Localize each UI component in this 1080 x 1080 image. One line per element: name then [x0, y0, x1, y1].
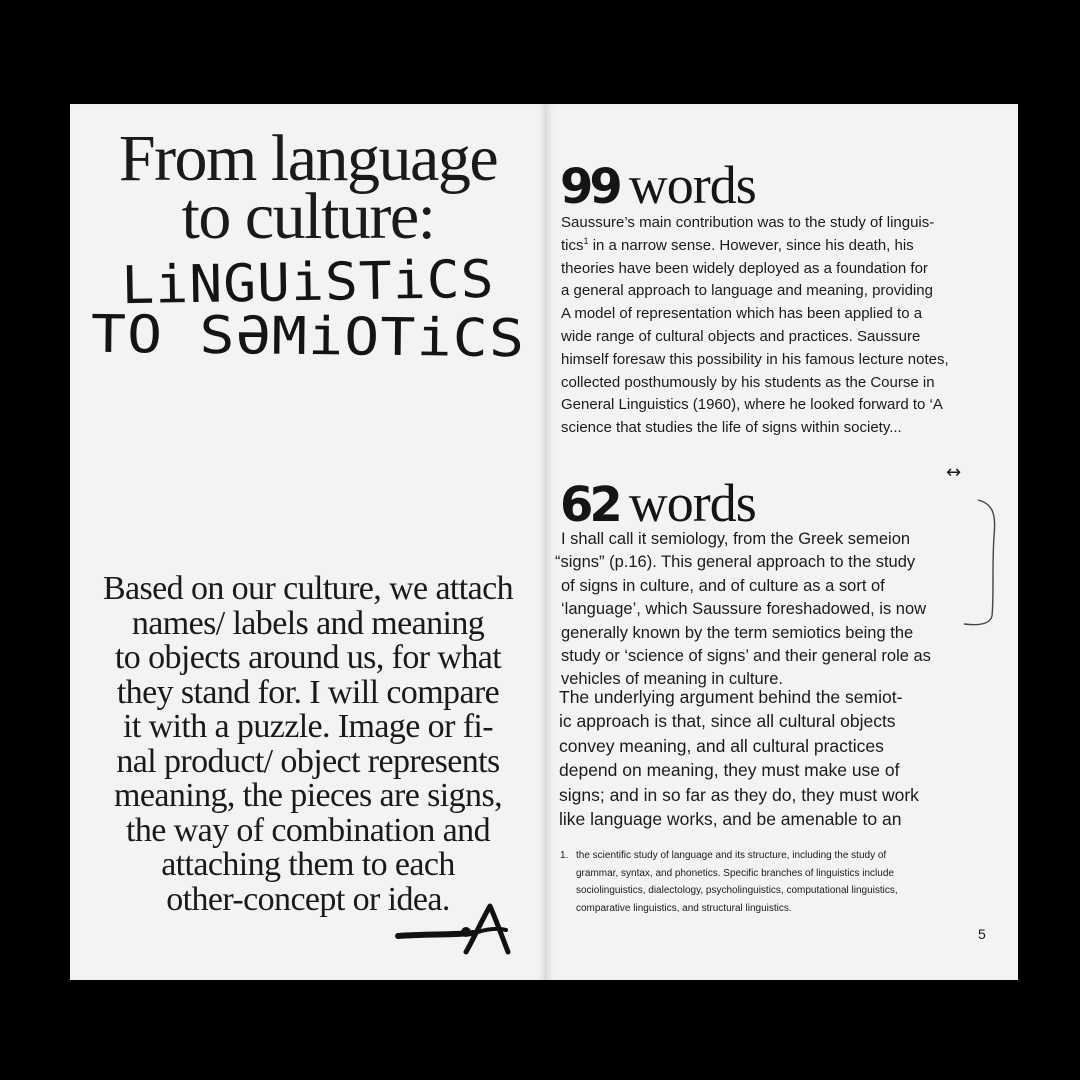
page-number: 5 — [978, 926, 986, 942]
paragraph-line: ‘language’, which Saussure foreshadowed, is now — [561, 600, 927, 619]
signature-mark — [394, 898, 514, 958]
paragraph-line: vehicles of meaning in culture. — [561, 670, 783, 689]
left-body-line: Based on our culture, we attach — [102, 570, 514, 607]
paragraph-line: science that studies the life of signs within society... — [561, 419, 902, 437]
line-rest: in a narrow sense. However, since his death, his — [592, 236, 914, 254]
paragraph-line: theories have been widely deployed as a foundation for — [561, 259, 928, 277]
word-count-label: words — [628, 155, 756, 215]
paragraph-line: ic approach is that, since all cultural objects — [559, 711, 896, 732]
left-body-line: it with a puzzle. Image or fi- — [122, 708, 493, 745]
section-1-text — [561, 212, 949, 440]
left-body-line: nal product/ object represents — [116, 742, 500, 780]
paragraph-line: of signs in culture, and of culture as a sort of — [561, 576, 885, 595]
paragraph-line: Saussure’s main contribution was to the study of linguis- — [561, 214, 935, 231]
left-body-text — [70, 572, 546, 917]
paragraph-line: a general approach to language and meaning, providing — [561, 282, 933, 300]
paragraph-line: like language works, and be amenable to an — [559, 809, 902, 830]
left-body-line: the way of combination and — [126, 811, 490, 849]
left-body-line: attaching them to each — [161, 846, 455, 883]
paragraph-line — [561, 235, 949, 258]
footnote-number: 1. — [560, 850, 569, 861]
double-arrow-icon: ↔ — [946, 462, 962, 483]
paragraph-line: signs; and in so far as they do, they must work — [559, 784, 919, 805]
page-title — [70, 122, 546, 253]
footnote-ref: 1 — [583, 235, 589, 246]
handwritten-subtitle — [75, 249, 541, 370]
paragraph-line: collected posthumously by his students as the Course in — [561, 373, 935, 391]
footnote-line: comparative linguistics, and structural linguistics. — [576, 902, 792, 914]
paragraph-line: A model of representation which has been applied to a — [561, 305, 923, 323]
paragraph-line: I shall call it semiology, from the Greek semeion — [561, 530, 911, 548]
section-2-text — [555, 528, 931, 692]
word-count-label: words — [628, 473, 756, 533]
footnote-text — [576, 847, 898, 917]
word-count-number: 99 — [560, 159, 619, 215]
section-2-continuation — [559, 685, 919, 831]
left-body-line: meaning, the pieces are signs, — [114, 777, 502, 814]
line-prefix: tics — [561, 236, 584, 254]
title-line-1: From language — [118, 122, 498, 195]
handwritten-line-1: LiNGUiSTiCS — [120, 249, 496, 317]
paragraph-line: The underlying argument behind the semiot- — [559, 687, 903, 707]
section-heading-99-words — [560, 155, 756, 215]
handwritten-line-2: TO SƏMiOTiCS — [90, 304, 526, 370]
left-body-line: names/ labels and meaning — [131, 604, 485, 642]
footnote-line: sociolinguistics, dialectology, psycholinguistics, computational linguistics, — [576, 885, 898, 896]
paragraph-line: “signs” (p.16). This general approach to the study — [555, 553, 916, 572]
paragraph-line: study or ‘science of signs’ and their general role as — [561, 647, 931, 666]
paragraph-line: General Linguistics (1960), where he looked forward to ‘A — [561, 396, 943, 414]
footnote-line: grammar, syntax, and phonetics. Specific branches of linguistics include — [576, 867, 894, 879]
footnote-line: the scientific study of language and its structure, including the study of — [576, 850, 887, 861]
section-heading-62-words — [560, 473, 756, 533]
left-body-line: they stand for. I will compare — [116, 673, 500, 711]
paragraph-line: generally known by the term semiotics being the — [561, 623, 914, 642]
paragraph-line: convey meaning, and all cultural practices — [559, 735, 884, 756]
paragraph-line: himself foresaw this possibility in his famous lecture notes, — [561, 350, 949, 368]
word-count-number: 62 — [560, 477, 619, 533]
left-body-line: other-concept or idea. — [166, 880, 450, 918]
left-body-line: to objects around us, for what — [114, 639, 502, 676]
title-line-2: to culture: — [181, 180, 435, 253]
handwritten-bracket — [960, 496, 1000, 630]
paragraph-line: depend on meaning, they must make use of — [559, 760, 900, 781]
paragraph-line: wide range of cultural objects and practices. Saussure — [561, 327, 921, 345]
